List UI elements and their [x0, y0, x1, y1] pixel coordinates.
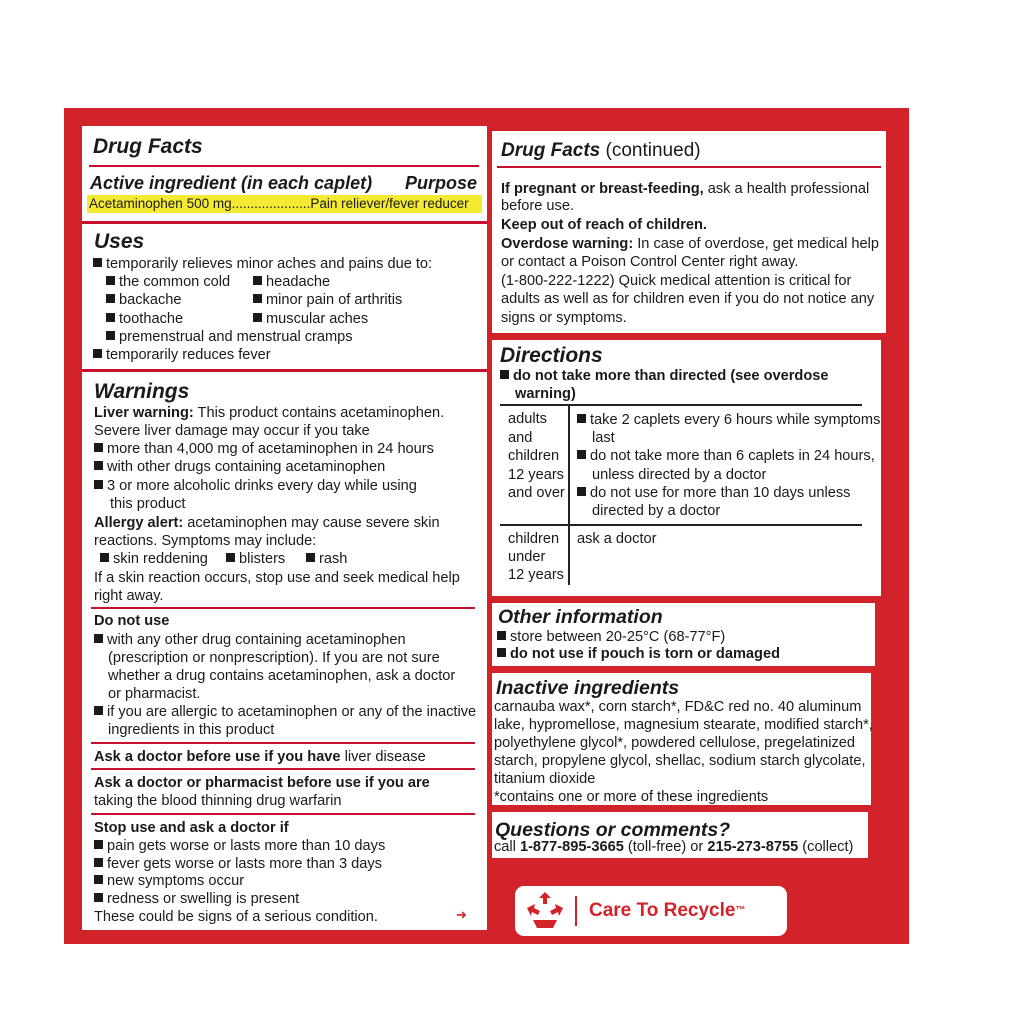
pregnant-warning: If pregnant or breast-feeding, ask a health professional — [501, 181, 870, 197]
overdose-line: (1-800-222-1222) Quick medical attention is critical for — [501, 273, 852, 289]
warning-item: 3 or more alcoholic drinks every day while using — [94, 477, 417, 495]
questions-phone-line: call 1-877-895-3665 (toll-free) or 215-273-8755 (collect) — [494, 839, 854, 855]
drug-facts-title: Drug Facts — [93, 135, 203, 158]
uses-subitem: the common cold — [106, 273, 230, 291]
liver-warning-line: Severe liver damage may occur if you take — [94, 423, 370, 439]
uses-subitem: toothache — [106, 310, 183, 328]
uses-heading: Uses — [94, 230, 145, 253]
active-ingredient-line: Acetaminophen 500 mg.....................Pain reliever/fever reducer — [87, 195, 482, 213]
inactive-line: titanium dioxide — [494, 771, 596, 787]
warning-item: with other drugs containing acetaminophen — [94, 458, 385, 476]
other-info-item: store between 20-25°C (68-77°F) — [497, 628, 725, 646]
do-not-use-item: if you are allergic to acetaminophen or any of the inactive — [94, 703, 476, 721]
uses-item: temporarily reduces fever — [93, 346, 271, 364]
directions-item-cont: warning) — [515, 386, 576, 402]
stop-use-item: new symptoms occur — [94, 872, 244, 890]
allergy-line: reactions. Symptoms may include: — [94, 533, 317, 549]
symptom-item: blisters — [226, 550, 285, 568]
warning-item: more than 4,000 mg of acetaminophen in 24 hours — [94, 440, 434, 458]
uses-subitem: backache — [106, 291, 181, 309]
overdose-warning: Overdose warning: In case of overdose, get medical help — [501, 236, 879, 252]
do-not-use-heading: Do not use — [94, 613, 170, 629]
warnings-heading: Warnings — [94, 380, 190, 403]
overdose-line: adults as well as for children even if you do not notice any — [501, 291, 875, 307]
liver-warning: Liver warning: This product contains acetaminophen. — [94, 405, 445, 421]
do-not-use-cont: ingredients in this product — [108, 722, 275, 738]
questions-heading: Questions or comments? — [495, 819, 731, 841]
pregnant-warning-cont: before use. — [501, 198, 575, 214]
inactive-ingredients-heading: Inactive ingredients — [496, 677, 680, 699]
inactive-line: lake, hypromellose, magnesium stearate, modified starch*, — [494, 717, 873, 733]
uses-subitem: muscular aches — [253, 310, 368, 328]
symptom-item: skin reddening — [100, 550, 208, 568]
uses-subitem: headache — [253, 273, 330, 291]
allergy-line: right away. — [94, 588, 164, 604]
care-to-recycle-text: Care To Recycle™ — [589, 900, 746, 921]
directions-item: do not take more than directed (see overdose — [500, 367, 828, 385]
other-information-heading: Other information — [498, 606, 663, 628]
stop-use-heading: Stop use and ask a doctor if — [94, 820, 289, 836]
uses-item: temporarily relieves minor aches and pains due to: — [93, 255, 432, 273]
inactive-line: carnauba wax*, corn starch*, FD&C red no. 40 aluminum — [494, 699, 862, 715]
recycle-icon — [525, 892, 565, 930]
do-not-use-cont: (prescription or nonprescription). If you are not sure — [108, 650, 440, 666]
do-not-use-cont: or pharmacist. — [108, 686, 201, 702]
directions-divider — [568, 405, 570, 585]
active-ingredient-heading: Active ingredient (in each caplet) — [90, 173, 373, 193]
ask-doctor-pharmacist: Ask a doctor or pharmacist before use if you are — [94, 775, 430, 791]
uses-subitem: premenstrual and menstrual cramps — [106, 328, 353, 346]
do-not-use-item: with any other drug containing acetaminophen — [94, 631, 406, 649]
keep-out-of-reach: Keep out of reach of children. — [501, 217, 707, 233]
stop-use-item: pain gets worse or lasts more than 10 days — [94, 837, 385, 855]
allergy-alert: Allergy alert: acetaminophen may cause severe skin — [94, 515, 440, 531]
directions-heading: Directions — [500, 344, 603, 367]
ask-doctor-liver: Ask a doctor before use if you have liver disease — [94, 749, 426, 765]
serious-condition-note: These could be signs of a serious condition. — [94, 909, 378, 925]
uses-subitem: minor pain of arthritis — [253, 291, 402, 309]
adult-direction-cont: directed by a doctor — [592, 503, 721, 519]
stop-use-item: fever gets worse or lasts more than 3 days — [94, 855, 382, 873]
do-not-use-cont: whether a drug contains acetaminophen, ask a doctor — [108, 668, 456, 684]
adult-direction-cont: unless directed by a doctor — [592, 467, 767, 483]
care-to-recycle-badge — [515, 886, 787, 936]
child-direction: ask a doctor — [577, 531, 657, 547]
symptom-item: rash — [306, 550, 347, 568]
other-info-item: do not use if pouch is torn or damaged — [497, 645, 780, 663]
drug-facts-continued-title: Drug Facts (continued) — [501, 140, 701, 161]
purpose-heading: Purpose — [405, 173, 478, 193]
ask-doctor-warfarin: taking the blood thinning drug warfarin — [94, 793, 342, 809]
inactive-line: polyethylene glycol*, powdered cellulose, pregelatinized — [494, 735, 856, 751]
allergy-line: If a skin reaction occurs, stop use and seek medical help — [94, 570, 460, 586]
inactive-line: starch, propylene glycol, shellac, sodium starch glycolate, — [494, 753, 866, 769]
adult-direction-cont: last — [592, 430, 615, 446]
stop-use-item: redness or swelling is present — [94, 890, 299, 908]
adult-direction-item: take 2 caplets every 6 hours while symptoms — [577, 411, 880, 429]
adult-direction-item: do not take more than 6 caplets in 24 hours, — [577, 447, 875, 465]
warning-item-cont: this product — [110, 496, 186, 512]
overdose-line: signs or symptoms. — [501, 310, 627, 326]
adult-direction-item: do not use for more than 10 days unless — [577, 484, 850, 502]
overdose-line: or contact a Poison Control Center right away. — [501, 254, 799, 270]
inactive-footnote: *contains one or more of these ingredients — [494, 789, 769, 805]
arrow-right-icon: ➜ — [456, 907, 467, 922]
